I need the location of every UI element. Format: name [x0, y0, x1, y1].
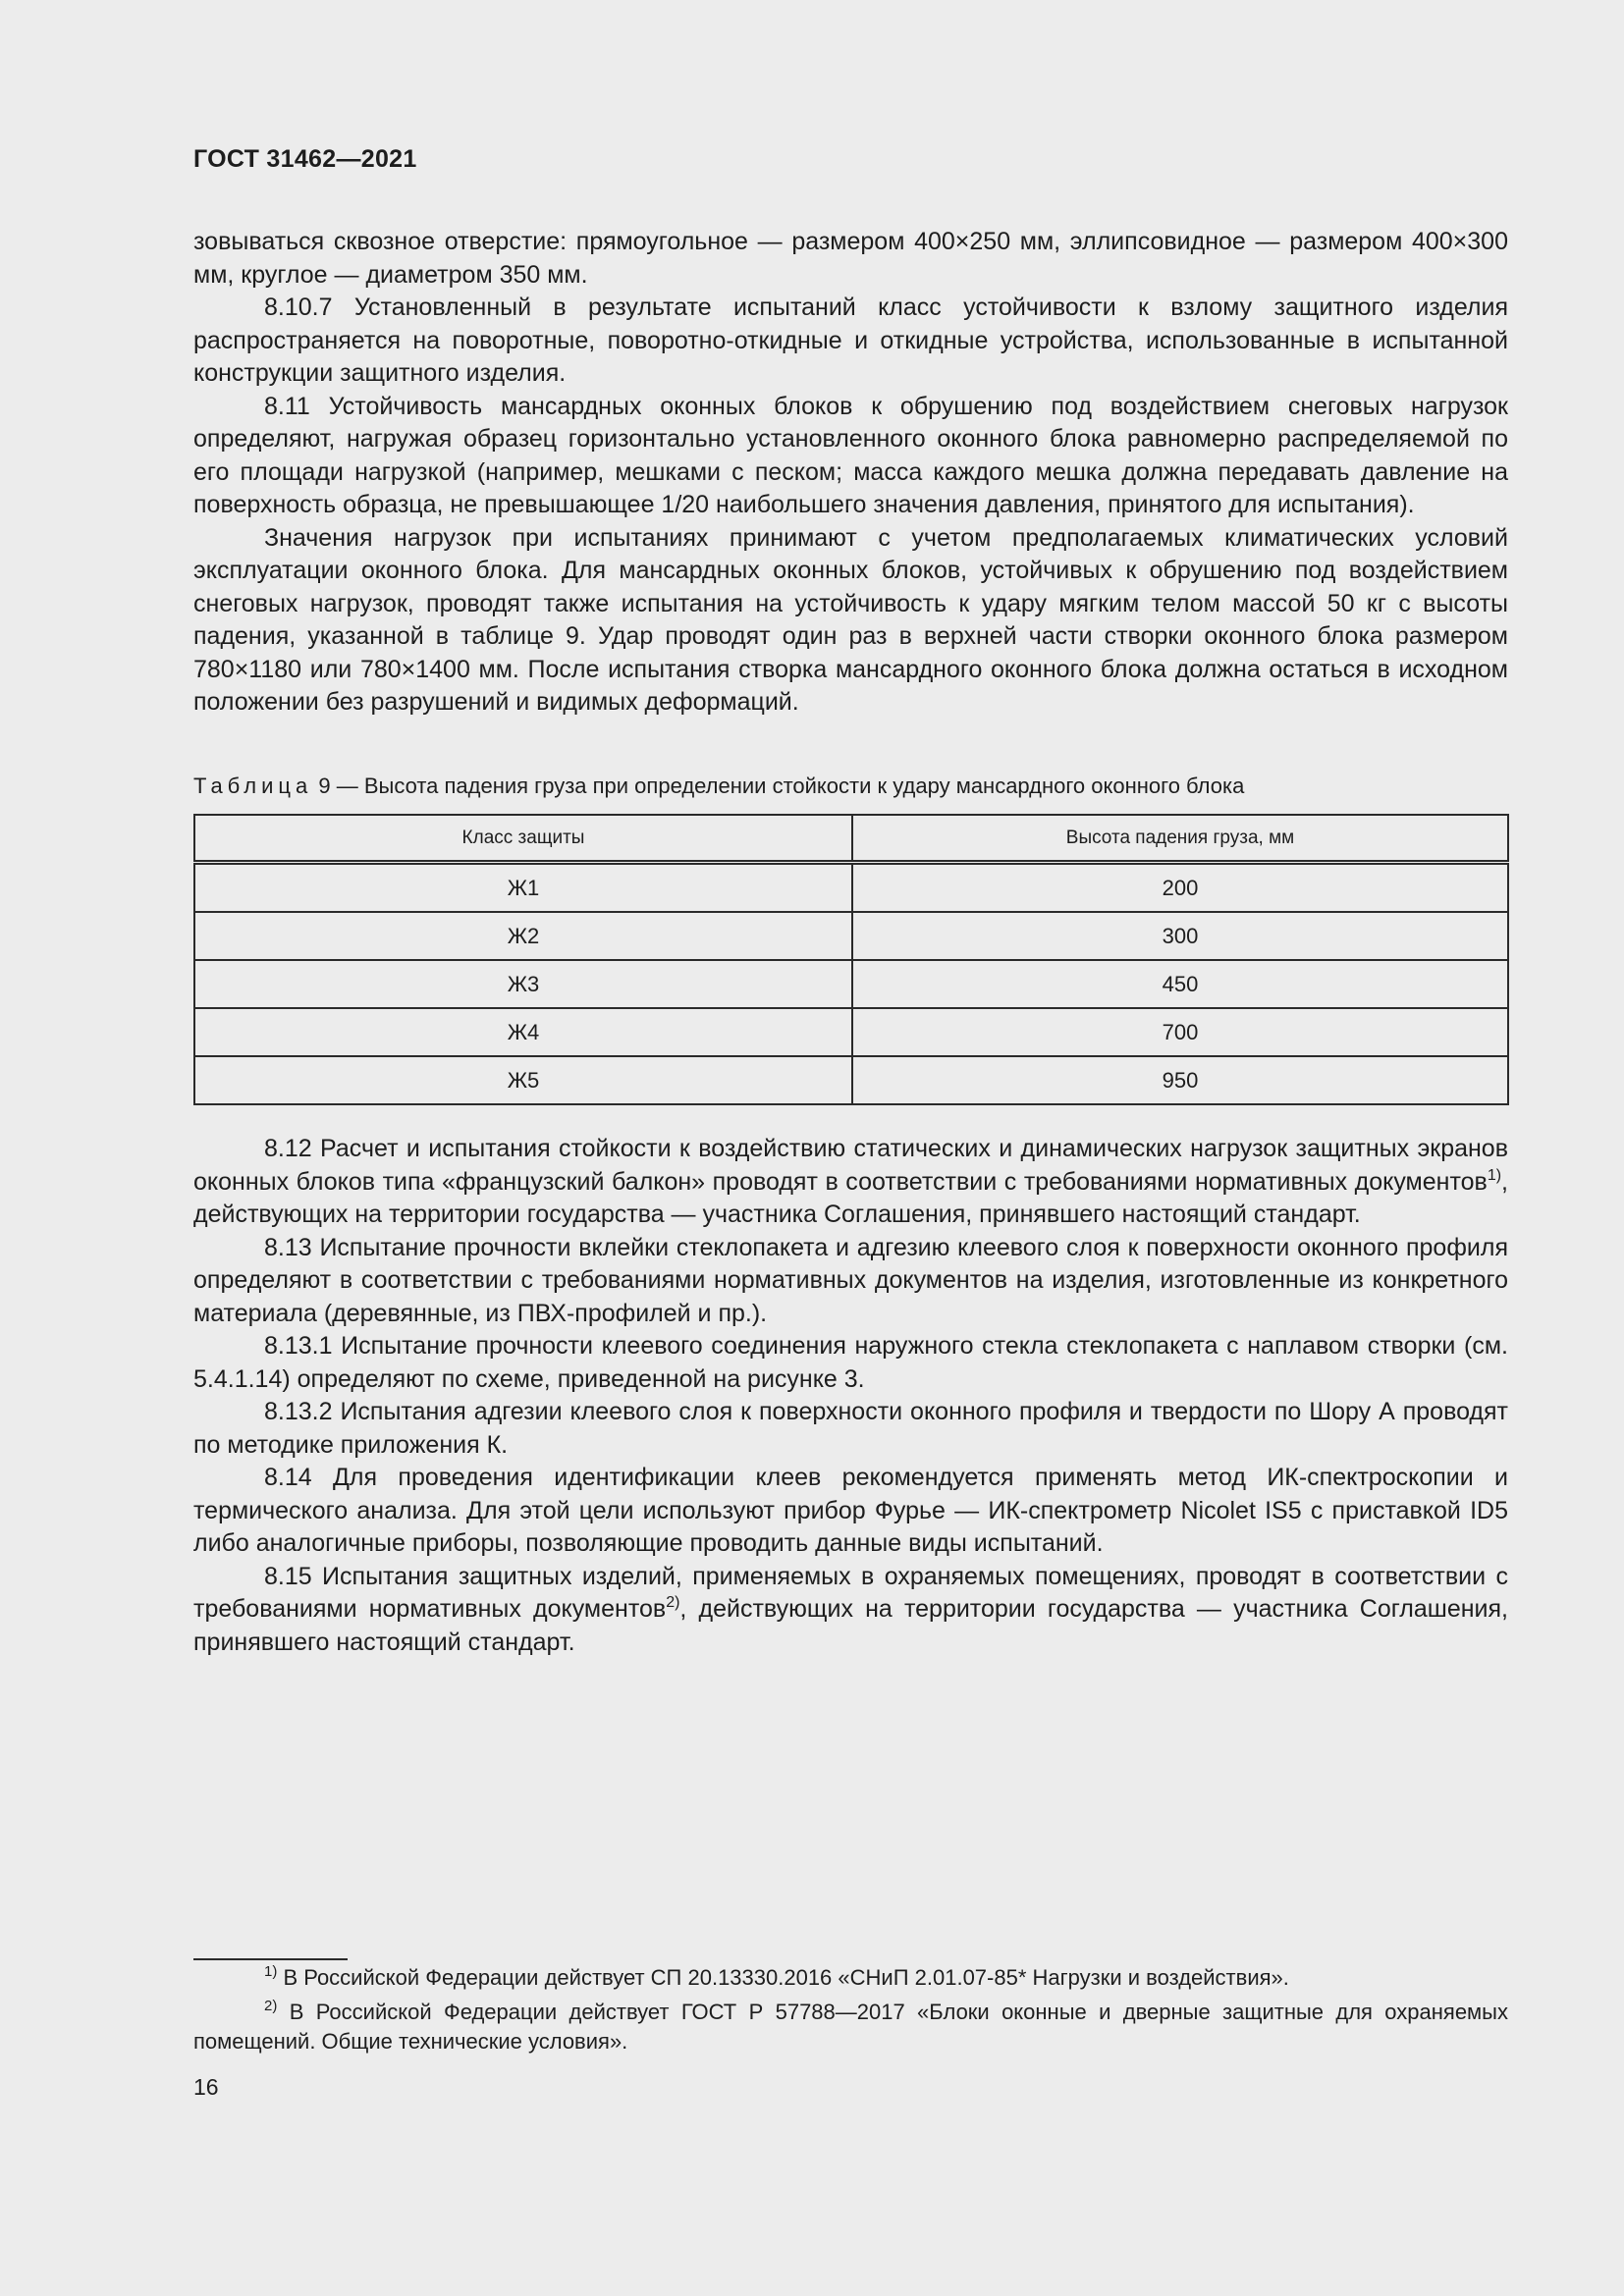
table-row	[194, 863, 1508, 913]
footnote-2	[193, 1998, 1508, 2056]
table-cell: 300	[852, 912, 1508, 960]
table-caption	[193, 772, 1244, 801]
drop-height-table	[193, 814, 1509, 1105]
paragraph-8-12-text-end: , действующих на территории государства — участника Соглашения, принявшего настоящий стандарт.	[193, 1167, 1508, 1228]
paragraph-8-13-1: 8.13.1 Испытание прочности клеевого соединения наружного стекла стеклопакета с наплавом створки (см. 5.4.1.14) определяют по схеме, приведенной на рисунке 3.	[193, 1332, 1508, 1393]
paragraph-8-10-7: 8.10.7 Установленный в результате испытаний класс устойчивости к взлому защитного изделия распространяется на поворотные, поворотно-откидные и откидные устройства, использованные в испытанной конструкции защитного изделия.	[193, 294, 1508, 387]
body-text-block-1	[193, 226, 1508, 720]
table-cell: Ж3	[194, 960, 852, 1008]
table-cell: 450	[852, 960, 1508, 1008]
table-caption-label: Таблица	[193, 774, 313, 798]
table-cell: 700	[852, 1008, 1508, 1056]
footnote-1	[193, 1963, 1508, 1993]
footnote-ref-2: 2)	[666, 1594, 680, 1611]
table-caption-text: 9 — Высота падения груза при определении стойкости к удару мансардного оконного блока	[312, 774, 1245, 798]
table-cell: Ж1	[194, 863, 852, 913]
body-text-block-2	[193, 1133, 1508, 1659]
paragraph-8-15-text-end: , действующих на территории государства — участника Соглашения, принявшего настоящий стандарт.	[193, 1595, 1508, 1656]
table-row	[194, 1008, 1508, 1056]
table-cell: Ж2	[194, 912, 852, 960]
table-cell: Ж5	[194, 1056, 852, 1104]
paragraph-8-12	[193, 1133, 1508, 1232]
paragraph-8-15	[193, 1561, 1508, 1660]
footnote-2-mark: 2)	[264, 1998, 278, 2014]
table-row	[194, 960, 1508, 1008]
table-cell: 950	[852, 1056, 1508, 1104]
table-header-cell: Высота падения груза, мм	[852, 815, 1508, 863]
table-cell: 200	[852, 863, 1508, 913]
table-cell: Ж4	[194, 1008, 852, 1056]
paragraph-8-12-text: 8.12 Расчет и испытания стойкости к воздействию статических и динамических нагрузок защитных экранов оконных блоков типа «французский балкон» проводят в соответствии с требованиями нормативных документов	[193, 1135, 1508, 1196]
footnote-1-text: В Российской Федерации действует СП 20.13330.2016 «СНиП 2.01.07-85* Нагрузки и воздействия».	[277, 1965, 1289, 1990]
footnote-1-mark: 1)	[264, 1963, 278, 1980]
table-row	[194, 912, 1508, 960]
footnote-ref-1: 1)	[1487, 1166, 1502, 1184]
document-header: ГОСТ 31462—2021	[193, 145, 417, 173]
table-row	[194, 1056, 1508, 1104]
paragraph-8-13: 8.13 Испытание прочности вклейки стеклопакета и адгезию клеевого слоя к поверхности оконного профиля определяют в соответствии с требованиями нормативных документов на изделия, изготовленные из конкретного материала (деревянные, из ПВХ-профилей и пр.).	[193, 1233, 1508, 1327]
paragraph-8-14: 8.14 Для проведения идентификации клеев рекомендуется применять метод ИК-спектроскопии и термического анализа. Для этой цели используют прибор Фурье — ИК-спектрометр Nicolet IS5 с приставкой ID5 либо аналогичные приборы, позволяющие проводить данные виды испытаний.	[193, 1464, 1508, 1557]
paragraph-8-11: 8.11 Устойчивость мансардных оконных блоков к обрушению под воздействием снеговых нагрузок определяют, нагружая образец горизонтально установленного оконного блока равномерно распределяемой по его площади нагрузкой (например, мешками с песком; масса каждого мешка должна передавать давление на поверхность образца, не превышающее 1/20 наибольшего значения давления, принятого для испытания).	[193, 392, 1508, 518]
table-header-cell: Класс защиты	[194, 815, 852, 863]
footnotes	[193, 1963, 1508, 2056]
paragraph-load-values: Значения нагрузок при испытаниях принимают с учетом предполагаемых климатических условий эксплуатации оконного блока. Для мансардных оконных блоков, устойчивых к обрушению под воздействием снеговых нагрузок, проводят также испытания на устойчивость к удару мягким телом массой 50 кг с высоты падения, указанной в таблице 9. Удар проводят один раз в верхней части створки оконного блока размером 780×1180 или 780×1400 мм. После испытания створка мансардного оконного блока должна остаться в исходном положении без разрушений и видимых деформаций.	[193, 523, 1508, 716]
footnote-2-text: В Российской Федерации действует ГОСТ Р 57788—2017 «Блоки оконные и дверные защитные для охраняемых помещений. Общие технические условия».	[193, 2000, 1508, 2054]
page-number: 16	[193, 2074, 219, 2100]
paragraph-continuation: зовываться сквозное отверстие: прямоугольное — размером 400×250 мм, эллипсовидное — размером 400×300 мм, круглое — диаметром 350 мм.	[193, 228, 1508, 289]
table-header-row	[194, 815, 1508, 863]
paragraph-8-15-text: 8.15 Испытания защитных изделий, применяемых в охраняемых помещениях, проводят в соответствии с требованиями нормативных документов	[193, 1562, 1508, 1623]
footnote-divider	[193, 1958, 348, 1960]
paragraph-8-13-2: 8.13.2 Испытания адгезии клеевого слоя к поверхности оконного профиля и твердости по Шору А проводят по методике приложения К.	[193, 1398, 1508, 1459]
